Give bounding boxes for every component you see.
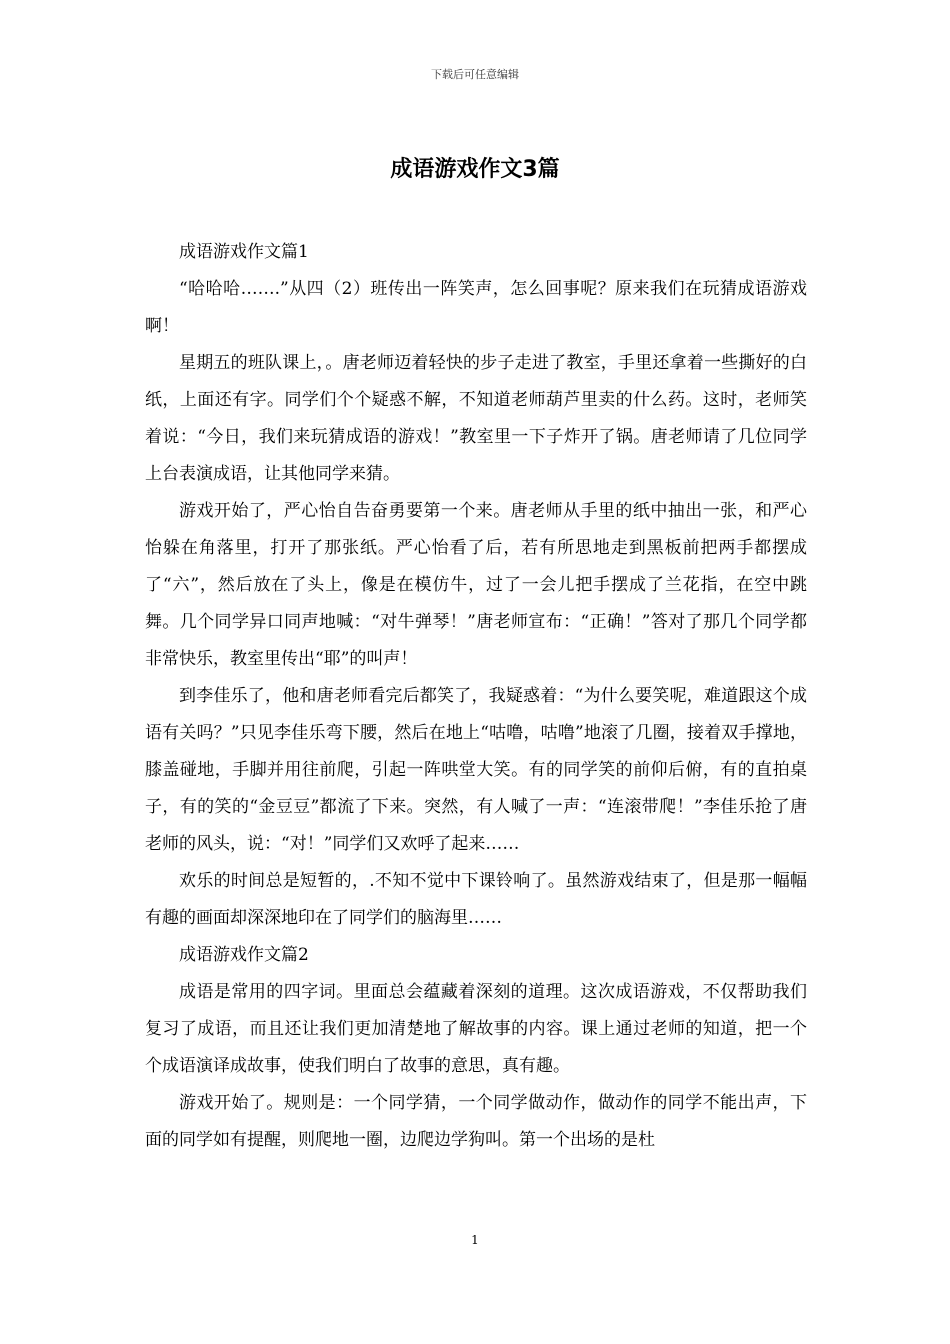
document-title: 成语游戏作文3篇 — [390, 157, 560, 182]
page-number: 1 — [471, 1233, 479, 1247]
paragraph: 成语是常用的四字词。里面总会蕴藏着深刻的道理。这次成语游戏，不仅帮助我们复习了成语，而且还让我们更加清楚地了解故事的内容。课上通过老师的知道，把一个个成语演译成故事，使我们明白了故事的意思，真有趣。 — [145, 982, 807, 1076]
section-heading-2: 成语游戏作文篇2 — [179, 945, 309, 965]
paragraph: 到李佳乐了，他和唐老师看完后都笑了，我疑惑着：“为什么要笑呢，难道跟这个成语有关吗？”只见李佳乐弯下腰，然后在地上“咕噜，咕噜”地滚了几圈，接着双手撑地，膝盖碰地，手脚并用往前爬，引起一阵哄堂大笑。有的同学笑的前仰后俯，有的直拍桌子，有的笑的“金豆豆”都流了下来。突然，有人喊了一声：“连滚带爬！”李佳乐抢了唐老师的风头，说：“对！”同学们又欢呼了起来…… — [145, 686, 807, 854]
section-heading-1: 成语游戏作文篇1 — [179, 242, 309, 262]
paragraph: 游戏开始了，严心怡自告奋勇要第一个来。唐老师从手里的纸中抽出一张，和严心怡躲在角落里，打开了那张纸。严心怡看了后，若有所思地走到黑板前把两手都摆成了“六”，然后放在了头上，像是在模仿牛，过了一会儿把手摆成了兰花指，在空中跳舞。几个同学异口同声地喊：“对牛弹琴！”唐老师宣布：“正确！”答对了那几个同学都非常快乐，教室里传出“耶”的叫声！ — [145, 501, 807, 669]
document-body — [145, 234, 807, 1159]
paragraph: 欢乐的时间总是短暂的，.不知不觉中下课铃响了。虽然游戏结束了，但是那一幅幅有趣的画面却深深地印在了同学们的脑海里…… — [145, 871, 807, 928]
page-header: 下载后可任意编辑 — [431, 68, 519, 81]
paragraph: 游戏开始了。规则是：一个同学猜，一个同学做动作，做动作的同学不能出声，下面的同学如有提醒，则爬地一圈，边爬边学狗叫。第一个出场的是杜 — [145, 1093, 807, 1150]
paragraph: 星期五的班队课上，。唐老师迈着轻快的步子走进了教室，手里还拿着一些撕好的白纸，上面还有字。同学们个个疑惑不解，不知道老师葫芦里卖的什么药。这时，老师笑着说：“今日，我们来玩猜成语的游戏！”教室里一下子炸开了锅。唐老师请了几位同学上台表演成语，让其他同学来猜。 — [145, 353, 807, 484]
paragraph: “哈哈哈…….”从四（2）班传出一阵笑声，怎么回事呢？原来我们在玩猜成语游戏啊！ — [145, 279, 807, 336]
